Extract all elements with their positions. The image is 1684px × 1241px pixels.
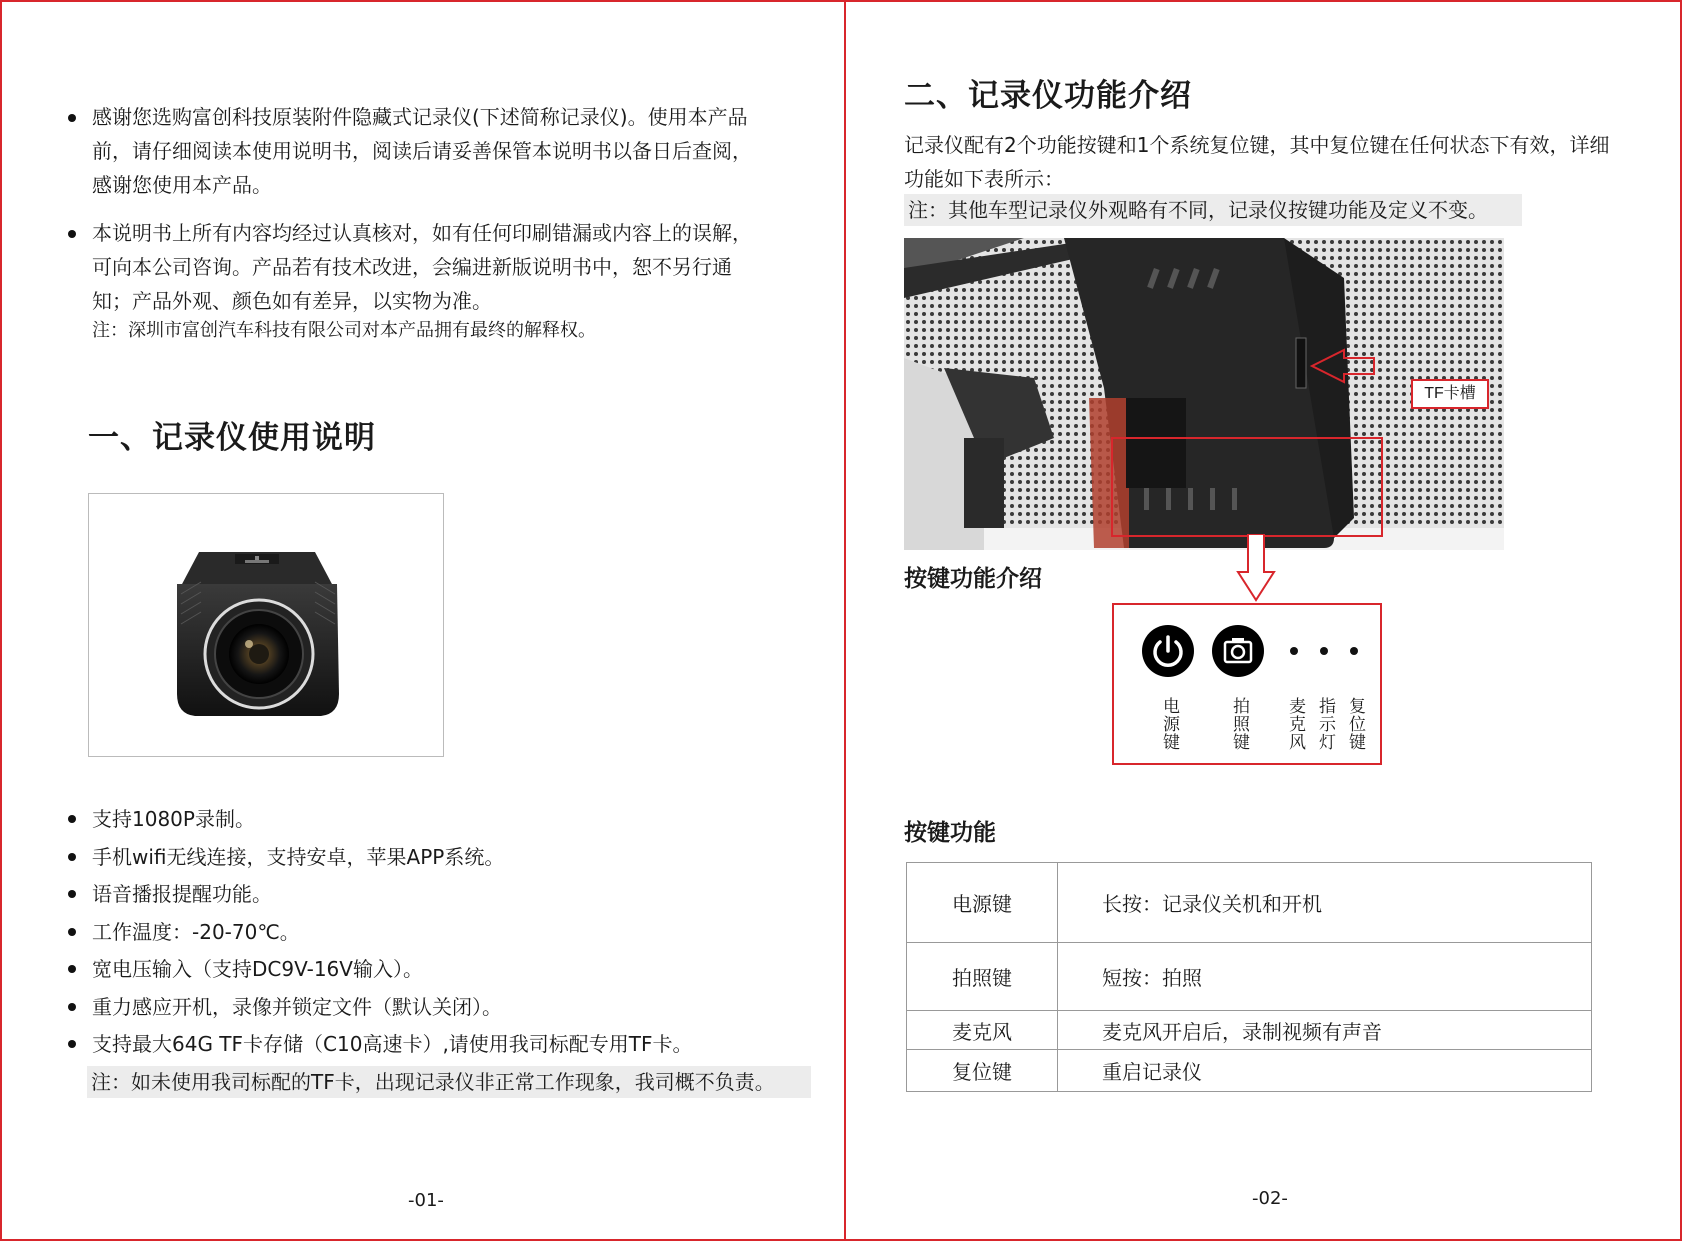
list-item: 工作温度：-20-70℃。: [68, 914, 828, 952]
button-label: 拍照键: [1229, 697, 1249, 751]
button-label: 指示灯: [1315, 697, 1335, 751]
table-desc-cell: 重启记录仪: [1058, 1050, 1592, 1092]
list-item: 支持最大64G TF卡存储（C10高速卡）,请使用我司标配专用TF卡。: [68, 1026, 828, 1064]
section-title-functions: 二、记录仪功能介绍: [904, 78, 1192, 114]
table-desc-cell: 麦克风开启后，录制视频有声音: [1058, 1011, 1592, 1050]
table-key-cell: 复位键: [907, 1050, 1058, 1092]
section-title-usage: 一、记录仪使用说明: [88, 420, 376, 456]
table-key-cell: 电源键: [907, 863, 1058, 943]
indicator-light-icon: [1320, 647, 1328, 655]
product-image-frame: [88, 493, 444, 757]
button-diagram: [1112, 603, 1382, 765]
bullet-icon: [68, 853, 76, 861]
table-row: [907, 1050, 1592, 1092]
feature-list: [68, 801, 828, 1064]
function-table: [906, 862, 1592, 1092]
table-desc-cell: 长按：记录仪关机和开机: [1058, 863, 1592, 943]
function-table-heading: 按键功能: [904, 820, 996, 846]
intro-item: 感谢您选购富创科技原装附件隐藏式记录仪(下述简称记录仪)。使用本产品前，请仔细阅读本使用说明书，阅读后请妥善保管本说明书以备日后查阅，感谢您使用本产品。: [68, 100, 768, 202]
bullet-icon: [68, 815, 76, 823]
table-key-cell: 麦克风: [907, 1011, 1058, 1050]
camera-button-icon: [1212, 625, 1264, 677]
dashcam-product-image: [89, 494, 443, 756]
bullet-icon: [68, 928, 76, 936]
list-item: 重力感应开机，录像并锁定文件（默认关闭）。: [68, 989, 828, 1027]
list-item: 宽电压输入（支持DC9V-16V输入）。: [68, 951, 828, 989]
button-label: 复位键: [1345, 697, 1365, 751]
reset-hole-icon: [1350, 647, 1358, 655]
intro-list: [68, 100, 768, 332]
tf-card-note: 注：如未使用我司标配的TF卡，出现记录仪非正常工作现象，我司概不负责。: [87, 1066, 811, 1098]
button-label: 电源键: [1159, 697, 1179, 751]
functions-intro: 记录仪配有2个功能按键和1个系统复位键，其中复位键在任何状态下有效，详细功能如下表所示：: [904, 133, 1610, 191]
legal-note: 注：深圳市富创汽车科技有限公司对本产品拥有最终的解释权。: [92, 320, 596, 341]
page-number-left: -01-: [408, 1190, 444, 1211]
bullet-icon: [68, 114, 76, 122]
list-item: 语音播报提醒功能。: [68, 876, 828, 914]
tf-slot-label: TF卡槽: [1411, 379, 1489, 409]
table-row: [907, 943, 1592, 1011]
list-item: 支持1080P录制。: [68, 801, 828, 839]
page-number-right: -02-: [1252, 1188, 1288, 1209]
bullet-icon: [68, 890, 76, 898]
bullet-icon: [68, 230, 76, 238]
microphone-icon: [1290, 647, 1298, 655]
list-item: 手机wifi无线连接，支持安卓，苹果APP系统。: [68, 839, 828, 877]
table-row: [907, 863, 1592, 943]
model-note: 注：其他车型记录仪外观略有不同，记录仪按键功能及定义不变。: [904, 194, 1522, 226]
down-arrow-icon: [1236, 534, 1276, 604]
table-row: [907, 1011, 1592, 1050]
button-label: 麦克风: [1285, 697, 1305, 751]
bullet-icon: [68, 1003, 76, 1011]
buttons-heading: 按键功能介绍: [904, 566, 1042, 592]
bullet-icon: [68, 1040, 76, 1048]
intro-item: 本说明书上所有内容均经过认真核对，如有任何印刷错漏或内容上的误解，可向本公司咨询。产品若有技术改进，会编进新版说明书中，恕不另行通知；产品外观、颜色如有差异，以实物为准。: [68, 216, 768, 318]
table-key-cell: 拍照键: [907, 943, 1058, 1011]
power-button-icon: [1142, 625, 1194, 677]
bullet-icon: [68, 965, 76, 973]
table-desc-cell: 短按：拍照: [1058, 943, 1592, 1011]
